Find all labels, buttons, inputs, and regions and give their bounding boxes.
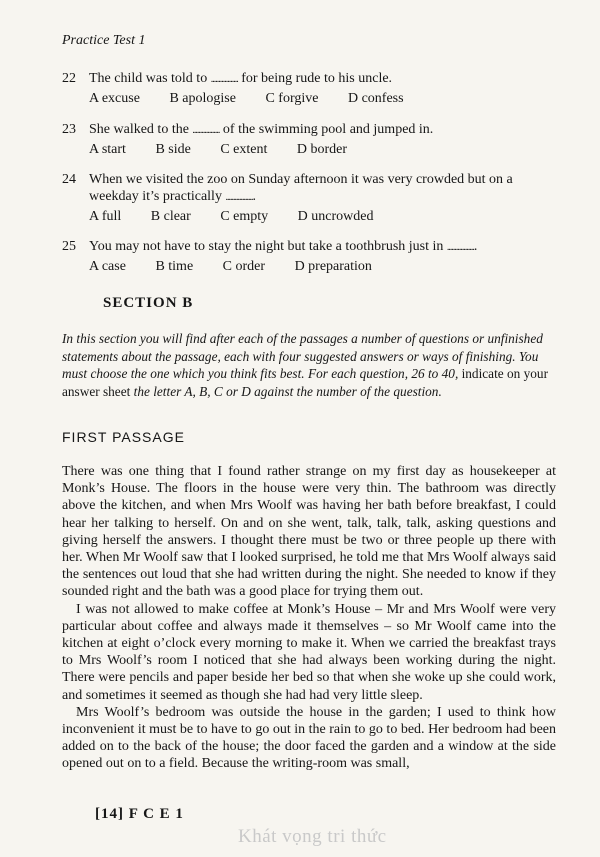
option-d: D preparation — [294, 259, 372, 274]
answer-options — [89, 208, 548, 225]
option-d: D confess — [347, 91, 404, 106]
answer-options — [89, 258, 548, 275]
answer-options — [89, 90, 548, 107]
paragraph: Mrs Woolf’s bedroom was outside the house in the garden; I used to think how inconvenient it must be to have to go out in the rain to go to bed. Her bedroom had been added on to the back of the house; the door faced the garden and a window at the side opened out on to a field. Because the writing-room was small, — [62, 704, 556, 772]
option-c: C forgive — [265, 91, 319, 106]
question-number: 23 — [62, 122, 76, 137]
section-instructions: In this section you will find after each of the passages a number of questions or unfinished statements about the passage, each with four suggested answers or ways of finishing. You must choose the one which you think fits best. For each question, 26 to 40, indicate on your answer sheet the letter A, B, C or D against the number of the question. — [62, 331, 548, 399]
option-b: B side — [155, 142, 191, 157]
option-c: C order — [222, 259, 266, 274]
answer-blank: .................. — [446, 242, 474, 253]
option-a: A start — [89, 142, 126, 157]
question-24 — [62, 171, 548, 225]
section-title: SECTION B — [103, 295, 194, 311]
paragraph: I was not allowed to make coffee at Monk’s House – Mr and Mrs Woolf were very particular about coffee and always made it themselves – so Mr Woolf came into the kitchen at eight o’clock every morning to make it. When we carried the breakfast trays to Mrs Woolf’s room I noticed that she had always been working during the night. There were pencils and paper beside her bed so that when she woke up she could work, and sometimes it seemed as though she had had very little sleep. — [62, 601, 556, 703]
option-d: D uncrowded — [297, 209, 374, 224]
answer-blank: .................. — [192, 125, 220, 136]
option-a: A case — [89, 259, 126, 274]
answer-blank: .................. — [210, 74, 238, 85]
question-25 — [62, 238, 548, 275]
passage-text — [62, 463, 556, 773]
question-stem: When we visited the zoo on Sunday afternoon it was very crowded but on a weekday it’s practically ................... — [89, 172, 513, 204]
question-23 — [62, 121, 548, 158]
answer-blank: .................. — [225, 192, 253, 203]
question-number: 24 — [62, 172, 76, 187]
option-c: C empty — [220, 209, 269, 224]
question-stem: The child was told to .................. for being rude to his uncle. — [89, 71, 393, 86]
page-footer: [14] F C E 1 — [95, 806, 184, 822]
option-b: B time — [155, 259, 194, 274]
running-head: Practice Test 1 — [62, 33, 146, 48]
watermark: Khát vọng tri thức — [238, 826, 387, 847]
option-b: B clear — [150, 209, 191, 224]
option-c: C extent — [220, 142, 268, 157]
question-22 — [62, 70, 548, 107]
paragraph: There was one thing that I found rather strange on my first day as housekeeper at Monk’s House. The floors in the house were very thin. The bathroom was directly above the kitchen, and when Mrs Woolf was having her bath before breakfast, I could hear her talking to herself. On and on she went, talk, talk, talk, asking questions and giving herself the answers. I thought there must be two or three people up there with her. When Mr Woolf saw that I looked surprised, he told me that Mrs Woolf always said the sentences out loud that she had written during the night. She needed to know if they sounded right and the bath was a good place for trying them out. — [62, 464, 556, 600]
option-a: A full — [89, 209, 122, 224]
question-stem: She walked to the .................. of the swimming pool and jumped in. — [89, 122, 434, 137]
passage-title: FIRST PASSAGE — [62, 429, 185, 445]
answer-options — [89, 141, 548, 158]
option-a: A excuse — [89, 91, 140, 106]
question-stem: You may not have to stay the night but take a toothbrush just in ................... — [89, 239, 478, 254]
option-d: D border — [296, 142, 348, 157]
option-b: B apologise — [169, 91, 236, 106]
question-number: 22 — [62, 71, 76, 86]
question-number: 25 — [62, 239, 76, 254]
